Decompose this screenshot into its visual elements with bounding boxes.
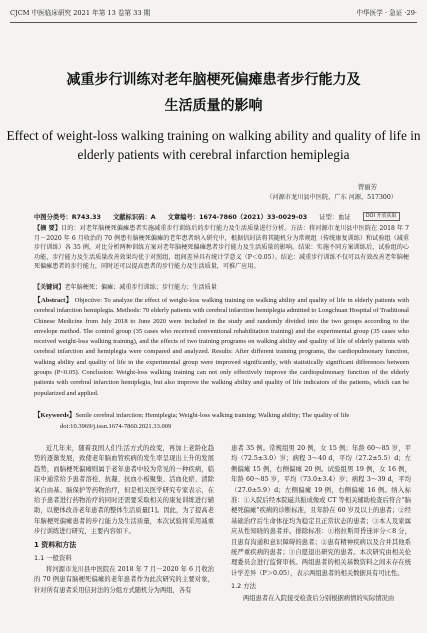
patient-data-paragraph: 患者 35 例。常规组男 20 例，女 15 例；年龄 60～85 岁，平均（72.5±3.0）岁；病程 3～40 d，平均（27.2±5.5）d；左侧偏瘫 15 例，右侧偏瘫 20 例。试验组男 19 例，女 16 例，年龄 60～85 岁，平均（73.0±3.4）岁；病程 3～39 d，平均（27.0±5.9）d；左侧偏瘫 19 例，右侧偏瘫 16 例。纳入标准：①入院后经本院磁共振成像或 CT 等相关辅助检查后符合“脑梗死偏瘫”疾病的诊断标准，且年龄在 60 岁及以上的患者；②经基础治疗后生命体征均为稳定且正常状态的患者；③本人及家属应从性知晓的患者并。排除标准：①格拉斯哥昏迷评分＜8 分，且患有沟通和意识障碍的患者；②患有精神疾病以及合并其他系统严重疾病的患者；③自愿退出研究的患者。本次研究由相关伦理委员会进行监督审核。两组患者的相关基数资料之间未存在统计学差异（P＞0.05），表示两组患者的相关数据具有可比性。 xyxy=(231,445,411,577)
abstract-en-label: 【Abstract】 xyxy=(34,297,73,304)
title-chinese xyxy=(0,70,427,116)
keywords-en-text: Senile cerebral infarction; Hemiplegia; Weight-loss walking training; Walking ability; The quality of life xyxy=(75,412,350,419)
keywords-english xyxy=(34,411,409,421)
title-english xyxy=(0,126,427,164)
author-affiliation: （河源市龙川县中医院，广东 河源，517300） xyxy=(266,194,397,201)
header-rule xyxy=(10,22,417,23)
subsection-heading-general: 1.1 一般资料 xyxy=(34,553,72,562)
journal-issue: CJCM 中医临床研究 2021 年第 13 卷第 33 期 xyxy=(10,9,151,17)
keywords-cn-label: 【关键词】 xyxy=(34,284,65,291)
author-name: 曾丽芳 xyxy=(357,183,377,191)
section-page-number: 中华医学 · 急证 ·29· xyxy=(356,9,417,17)
title-en-line2: elderly patients with cerebral infarction hemiplegia xyxy=(77,147,350,162)
running-header xyxy=(10,6,417,20)
oa-category: 证型：血证 xyxy=(319,213,351,221)
title-cn-line1: 减重步行训练对老年脑梗死偏瘫患者步行能力及 xyxy=(66,72,361,88)
article-metadata xyxy=(34,212,409,223)
abstract-chinese xyxy=(34,224,409,272)
abstract-cn-label: 【摘 要】 xyxy=(34,225,62,232)
abstract-english xyxy=(34,296,409,399)
general-data-paragraph: 将河源市龙川县中医院在 2018 年 7 月－2020 年 6 月收治的 70 例患有脑梗死偏瘫的老年患者作为此次研究的主要对象，针对所有患者采用信封法的分组方式随机分为两组，各有 xyxy=(34,566,214,594)
body-column-right xyxy=(231,444,411,604)
body-column-left xyxy=(34,444,214,596)
section-heading-materials: 1 资料和方法 xyxy=(34,540,77,549)
abstract-cn-text: 目的：对老年脑梗死偏瘫患者实施减重步行训练后的步行能力及生活质量进行分析。方法：将河源市龙川县中医院在 2018 年 7 月－2020 年 6 月收治的 70 例患有脑梗死偏瘫的老年患者纳入研究中，根据信封法将其随机分为常规组（传统康复训练）和试验组（减重步行训练）各 35 例，对比分析两种训练方案对老年脑梗死偏瘫患者步行能力及生活质量的影响。结果：实施不同方案训练后，试验组的心功能、步行能力及生活质量改善效果均优于对照组，组间差异具有统计学意义（P＜0.05）。结论：减重步行训练不仅可以有效改善老年脑梗死偏瘫患者的步行能力，同时还可以提高患者的步行能力及生活质量，可推广应用。 xyxy=(34,225,410,271)
oa-badge: DOI 开放获取 xyxy=(363,212,400,221)
subsection-heading-methods: 1.2 方法 xyxy=(231,582,256,591)
title-en-line1: Effect of weight-loss walking training on walking ability and quality of life in xyxy=(6,128,421,143)
keywords-chinese xyxy=(34,283,409,293)
keywords-en-label: 【Keywords】 xyxy=(34,412,76,419)
article-number: 文章编号：1674-7860（2021）33-0029-03 xyxy=(167,213,308,221)
intro-paragraph: 近几年来，随着我国人们生活方式的改变，再加上老龄化趋势的逐渐发展，致使老年脑血管疾病的发生率呈现出上升的发展趋势，而脑梗死偏瘫则属于老年患者中较为常见的一种疾病，临床中通常给予患者溶栓、抗凝、抗血小板聚集、活血化瘀、清除氧自由基、脑保护等药物治疗，但是相关医学研究专家表示，在给予患者进行药物治疗的同时还需要采取相关的康复训练进行辅助，以便体改善老年患者的整体生活质量[1]。因此，为了提高老年脑梗死偏瘫患者的步行能力及生活质量，本次试验将采用减重步行训练进行研究，主要内容如下。 xyxy=(34,445,214,536)
title-cn-line2: 生活质量的影响 xyxy=(164,98,263,114)
keywords-cn-text: 老年脑梗死；偏瘫；减重步行训练；步行能力；生活质量 xyxy=(64,284,217,291)
document-code: 文献标识码：A xyxy=(112,213,156,221)
methods-paragraph: 两组患者在入院接受检查后分别根据病情的实际情况由 xyxy=(243,594,395,602)
doi-link[interactable]: doi:10.3969/j.issn.1674-7860.2021.33.009 xyxy=(60,423,172,430)
clc-number: 中图分类号：R743.33 xyxy=(34,213,101,221)
abstract-en-text: Objective: To analyze the effect of weight-loss walking training on walking ability and quality of life in elderly patients with cerebral infarction hemiplegia. Methods: 70 elderly patients with cerebral infarction hemiplegia admitted to Longchuan Hospital of Traditional Chinese Medicine from July 2018 to June 2020 were included in the study and randomly divided into the two groups according to the envelope method. The control group (35 cases who received conventional rehabilitation training) and the experimental group (35 cases who received weight-loss walking training), and the effects of two training programs on walking ability and quality of life of elderly patients with cerebral infarction and hemiplegia were compared and analyzed. Results: After different training programs, the cardiopulmonary function, walking ability and quality of life in the experimental group were improved significantly, with statistically significant differences between groups (P<0.05). Conclusion: Weight-loss walking training can not only effectively improve the cardiopulmonary function of the elderly patients with cerebral infarction hemiplegia, but also improve the walking ability and quality of life indicators of the patients, which can be popularized and applied. xyxy=(34,297,409,397)
